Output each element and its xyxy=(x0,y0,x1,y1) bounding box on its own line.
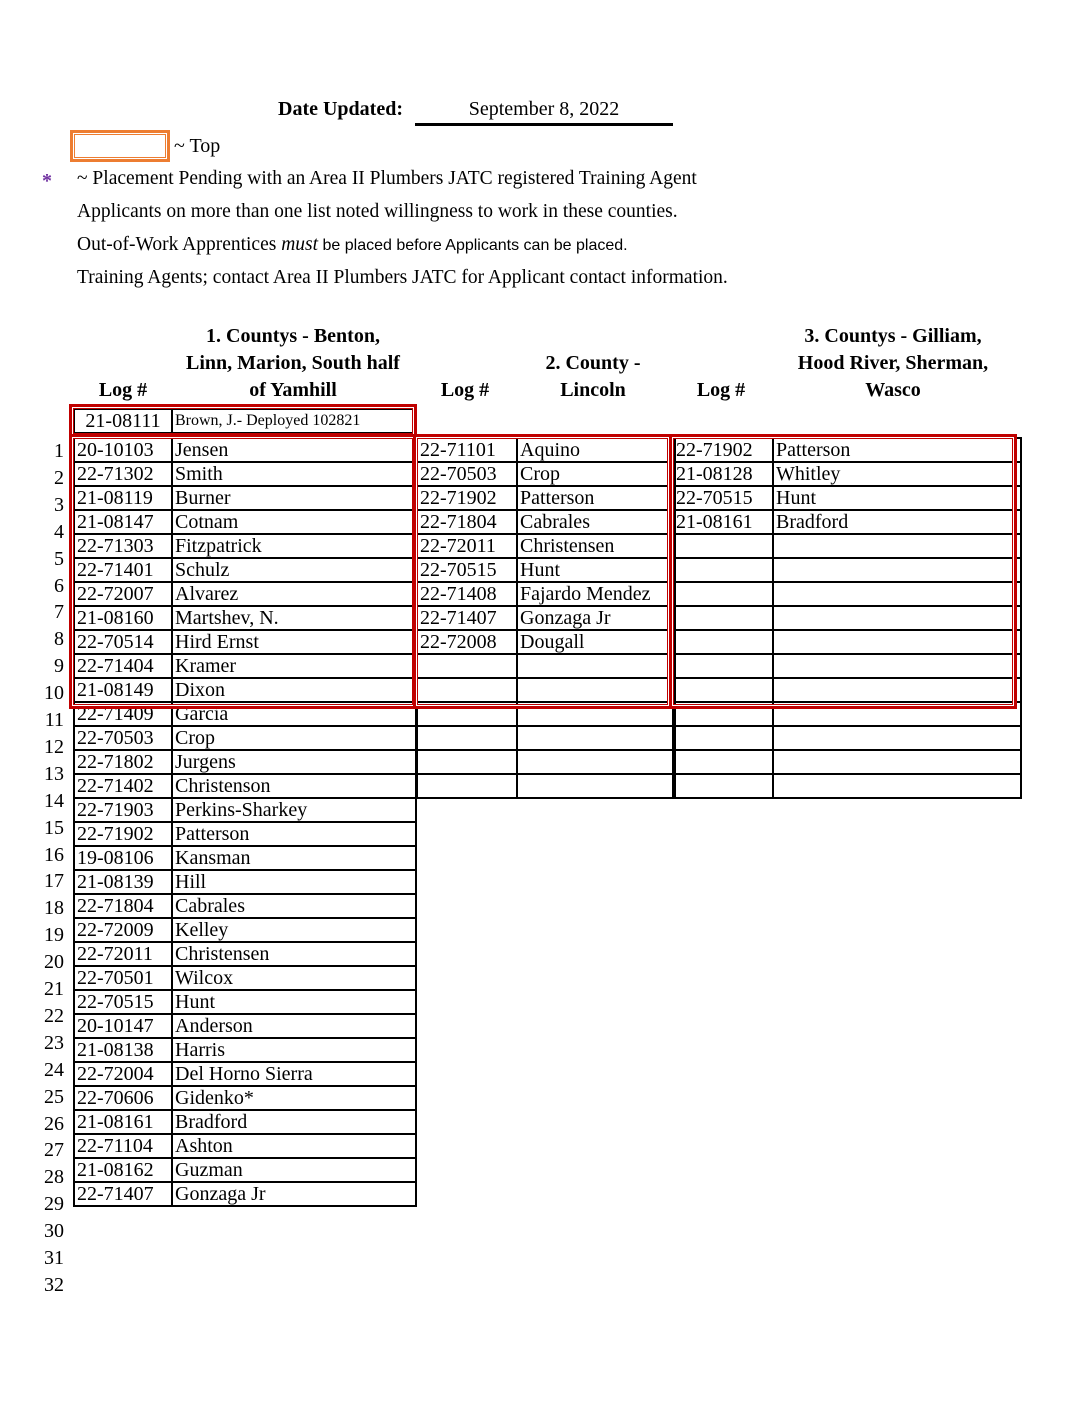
table-row xyxy=(673,438,1021,462)
row-number: 20 xyxy=(44,951,64,974)
table-row xyxy=(74,654,416,678)
list1-log-header: Log # xyxy=(98,379,148,401)
list3-title xyxy=(770,323,1016,404)
log-number: 21-08160 xyxy=(74,606,172,630)
log-number: 21-08149 xyxy=(74,678,172,702)
table-row xyxy=(417,486,675,510)
log-number: 22-70515 xyxy=(417,558,517,582)
log-number: 22-71302 xyxy=(74,462,172,486)
table-row xyxy=(74,750,416,774)
list3-title-line: 3. Countys - Gilliam, xyxy=(804,325,982,347)
log-number: 22-72008 xyxy=(417,630,517,654)
row-number: 21 xyxy=(44,978,64,1000)
log-number xyxy=(673,534,773,558)
log-number xyxy=(673,678,773,702)
log-number xyxy=(673,606,773,630)
table-row xyxy=(74,1182,416,1206)
applicant-name: Patterson xyxy=(773,438,1021,462)
table-row xyxy=(74,534,416,558)
list3-title-line: Hood River, Sherman, xyxy=(797,352,989,374)
list2-log-header: Log # xyxy=(440,379,490,401)
legend-star-label: ~ Placement Pending with an Area II Plumbers JATC registered Training Agent xyxy=(77,168,697,189)
applicant-name xyxy=(773,558,1021,582)
log-number xyxy=(417,654,517,678)
table-row xyxy=(74,870,416,894)
table-row xyxy=(74,1134,416,1158)
applicant-name xyxy=(517,774,675,798)
row-number: 23 xyxy=(44,1031,64,1054)
applicant-name: Schulz xyxy=(172,558,416,582)
log-number xyxy=(673,750,773,774)
applicant-name: Kelley xyxy=(172,918,416,942)
applicant-name: Hunt xyxy=(517,558,675,582)
log-number: 22-71402 xyxy=(74,774,172,798)
log-number: 22-71401 xyxy=(74,558,172,582)
table-row xyxy=(417,702,675,726)
log-number xyxy=(417,702,517,726)
log-number: 21-08161 xyxy=(673,510,773,534)
table-row xyxy=(673,558,1021,582)
table-row xyxy=(417,774,675,798)
applicant-name: Hird Ernst xyxy=(172,630,416,654)
table-row xyxy=(673,510,1021,534)
table-row xyxy=(74,606,416,630)
applicant-name xyxy=(517,726,675,750)
log-number xyxy=(673,702,773,726)
table-row xyxy=(417,438,675,462)
table-row xyxy=(417,630,675,654)
note-line-1: Applicants on more than one list noted willingness to work in these counties. xyxy=(77,201,678,222)
log-number: 21-08147 xyxy=(74,510,172,534)
log-number: 21-08128 xyxy=(673,462,773,486)
list1-title xyxy=(170,323,416,404)
applicant-name: Fajardo Mendez xyxy=(517,582,675,606)
log-number: 22-70514 xyxy=(74,630,172,654)
log-number: 22-72007 xyxy=(74,582,172,606)
list3-title-line: Wasco xyxy=(865,379,921,401)
row-number: 25 xyxy=(44,1085,64,1108)
applicant-name xyxy=(773,654,1021,678)
applicant-name: Del Horno Sierra xyxy=(172,1062,416,1086)
list1-title-line: 1. Countys - Benton, xyxy=(206,325,380,347)
table-row xyxy=(74,462,416,486)
table-row xyxy=(673,582,1021,606)
table-row xyxy=(673,534,1021,558)
log-number xyxy=(673,630,773,654)
deployed-log: 21-08111 xyxy=(74,409,172,433)
applicant-name: Christensen xyxy=(517,534,675,558)
table-row xyxy=(74,822,416,846)
table-row xyxy=(417,678,675,702)
log-number: 22-71902 xyxy=(417,486,517,510)
table-row xyxy=(417,462,675,486)
log-number xyxy=(417,726,517,750)
note-line-2-pre: Out-of-Work Apprentices xyxy=(77,234,282,255)
table-row xyxy=(417,606,675,630)
list3-log-header: Log # xyxy=(696,379,746,401)
row-number: 7 xyxy=(54,601,64,624)
row-number: 22 xyxy=(44,1004,64,1027)
applicant-name: Gidenko* xyxy=(172,1086,416,1110)
applicant-name xyxy=(517,750,675,774)
table-row xyxy=(74,438,416,462)
applicant-name: Wilcox xyxy=(172,966,416,990)
log-number xyxy=(417,678,517,702)
row-number: 1 xyxy=(54,440,64,462)
applicant-name: Patterson xyxy=(172,822,416,846)
applicant-name: Hunt xyxy=(172,990,416,1014)
applicant-name: Cabrales xyxy=(517,510,675,534)
applicant-name xyxy=(773,582,1021,606)
applicant-name xyxy=(773,726,1021,750)
log-number: 22-71902 xyxy=(673,438,773,462)
applicant-name: Gonzaga Jr xyxy=(172,1182,416,1206)
applicant-name: Bradford xyxy=(172,1110,416,1134)
row-number: 18 xyxy=(44,897,64,920)
list2-title-line: Lincoln xyxy=(560,379,626,401)
row-number: 4 xyxy=(54,520,64,543)
applicant-name xyxy=(773,606,1021,630)
row-number: 32 xyxy=(44,1273,64,1296)
applicant-name: Jurgens xyxy=(172,750,416,774)
log-number xyxy=(673,558,773,582)
table-row xyxy=(74,894,416,918)
log-number xyxy=(673,774,773,798)
row-number: 3 xyxy=(54,493,64,516)
row-number: 31 xyxy=(44,1247,64,1269)
list2-title-line: 2. County - xyxy=(545,352,641,374)
applicant-name: Garcia xyxy=(172,702,416,726)
log-number: 21-08119 xyxy=(74,486,172,510)
table-row xyxy=(673,726,1021,750)
applicant-name xyxy=(517,654,675,678)
row-number: 5 xyxy=(54,547,64,570)
log-number: 22-71902 xyxy=(74,822,172,846)
log-number: 22-71407 xyxy=(417,606,517,630)
table-row xyxy=(74,846,416,870)
log-number xyxy=(673,654,773,678)
applicant-name: Martshev, N. xyxy=(172,606,416,630)
log-number xyxy=(673,726,773,750)
log-number xyxy=(417,774,517,798)
applicant-name: Kansman xyxy=(172,846,416,870)
table-row xyxy=(417,750,675,774)
row-number: 29 xyxy=(44,1193,64,1216)
row-number: 17 xyxy=(44,870,64,893)
row-number: 11 xyxy=(44,709,64,731)
log-number: 22-71802 xyxy=(74,750,172,774)
note-line-2 xyxy=(77,234,628,256)
note-line-2-em: must xyxy=(281,234,319,255)
row-number: 16 xyxy=(44,843,64,866)
table-row xyxy=(673,486,1021,510)
applicant-name: Crop xyxy=(517,462,675,486)
applicant-name: Harris xyxy=(172,1038,416,1062)
row-number: 9 xyxy=(54,655,64,678)
log-number: 22-72011 xyxy=(74,942,172,966)
log-number: 22-70503 xyxy=(417,462,517,486)
applicant-name: Christensen xyxy=(172,942,416,966)
applicant-name: Anderson xyxy=(172,1014,416,1038)
table-row xyxy=(417,726,675,750)
table-row xyxy=(673,750,1021,774)
applicant-name: Whitley xyxy=(773,462,1021,486)
log-number: 22-71303 xyxy=(74,534,172,558)
applicant-name: Hill xyxy=(172,870,416,894)
applicant-name: Bradford xyxy=(773,510,1021,534)
table-row xyxy=(74,1110,416,1134)
table-row xyxy=(74,630,416,654)
row-number: 27 xyxy=(44,1139,64,1162)
table-row xyxy=(74,1062,416,1086)
log-number: 22-71408 xyxy=(417,582,517,606)
log-number: 22-71804 xyxy=(417,510,517,534)
applicant-name: Alvarez xyxy=(172,582,416,606)
log-number: 22-70503 xyxy=(74,726,172,750)
row-number: 14 xyxy=(44,789,64,812)
log-number: 22-70501 xyxy=(74,966,172,990)
log-number: 21-08161 xyxy=(74,1110,172,1134)
table-row xyxy=(417,582,675,606)
legend-top xyxy=(70,130,220,162)
applicant-name xyxy=(773,750,1021,774)
note-line-2-post: be placed before Applicants can be placed. xyxy=(318,237,628,254)
table-row xyxy=(74,510,416,534)
applicant-name: Christenson xyxy=(172,774,416,798)
table-row xyxy=(74,990,416,1014)
table-row xyxy=(417,510,675,534)
applicant-name: Gonzaga Jr xyxy=(517,606,675,630)
row-number: 8 xyxy=(54,628,64,651)
row-number: 15 xyxy=(44,816,64,839)
table-row xyxy=(673,462,1021,486)
row-number: 19 xyxy=(44,924,64,947)
table-row xyxy=(74,918,416,942)
table-row xyxy=(74,678,416,702)
table-row xyxy=(74,942,416,966)
row-number: 13 xyxy=(44,762,64,785)
log-number: 21-08138 xyxy=(74,1038,172,1062)
list3-table xyxy=(672,437,1022,799)
table-row xyxy=(74,1086,416,1110)
log-number: 21-08162 xyxy=(74,1158,172,1182)
log-number: 22-71101 xyxy=(417,438,517,462)
log-number: 22-70515 xyxy=(673,486,773,510)
row-number: 10 xyxy=(44,682,64,705)
top-color-swatch xyxy=(70,130,170,162)
table-row xyxy=(74,486,416,510)
log-number: 19-08106 xyxy=(74,846,172,870)
log-number: 22-72009 xyxy=(74,918,172,942)
log-number xyxy=(673,582,773,606)
table-row xyxy=(417,558,675,582)
log-number: 22-72004 xyxy=(74,1062,172,1086)
log-number xyxy=(417,750,517,774)
list1-title-line: Linn, Marion, South half xyxy=(186,352,400,374)
row-number: 6 xyxy=(54,574,64,597)
table-row xyxy=(417,534,675,558)
table-row xyxy=(74,726,416,750)
applicant-name xyxy=(517,702,675,726)
deployed-table xyxy=(73,408,417,434)
list2-title xyxy=(514,350,672,404)
applicant-name: Ashton xyxy=(172,1134,416,1158)
log-number: 22-71409 xyxy=(74,702,172,726)
applicant-name xyxy=(773,630,1021,654)
applicant-name: Kramer xyxy=(172,654,416,678)
table-row xyxy=(74,966,416,990)
log-number: 22-70606 xyxy=(74,1086,172,1110)
list2-table xyxy=(416,437,676,799)
table-row xyxy=(673,654,1021,678)
log-number: 22-71407 xyxy=(74,1182,172,1206)
log-number: 22-72011 xyxy=(417,534,517,558)
applicant-name xyxy=(773,534,1021,558)
date-updated xyxy=(278,98,620,121)
row-number: 30 xyxy=(44,1220,64,1243)
log-number: 20-10147 xyxy=(74,1014,172,1038)
applicant-name: Jensen xyxy=(172,438,416,462)
log-number: 21-08139 xyxy=(74,870,172,894)
table-row xyxy=(74,702,416,726)
applicant-name: Burner xyxy=(172,486,416,510)
applicant-name: Hunt xyxy=(773,486,1021,510)
log-number: 20-10103 xyxy=(74,438,172,462)
table-row xyxy=(74,582,416,606)
table-row xyxy=(74,1158,416,1182)
deployed-name: Brown, J.- Deployed 102821 xyxy=(172,409,416,433)
date-value: September 8, 2022 xyxy=(415,98,673,126)
note-line-3: Training Agents; contact Area II Plumbers JATC for Applicant contact information. xyxy=(77,267,728,288)
table-row xyxy=(417,654,675,678)
applicant-name: Perkins-Sharkey xyxy=(172,798,416,822)
row-number: 24 xyxy=(44,1058,64,1081)
applicant-name: Cabrales xyxy=(172,894,416,918)
row-number: 26 xyxy=(44,1112,64,1135)
applicant-name: Patterson xyxy=(517,486,675,510)
applicant-name: Crop xyxy=(172,726,416,750)
applicant-name xyxy=(773,678,1021,702)
list1-table xyxy=(73,437,417,1207)
applicant-name: Fitzpatrick xyxy=(172,534,416,558)
applicant-name: Dixon xyxy=(172,678,416,702)
date-label: Date Updated: xyxy=(278,98,403,120)
list1-title-line: of Yamhill xyxy=(249,379,337,401)
applicant-name xyxy=(773,774,1021,798)
deployed-row xyxy=(74,409,416,433)
table-row xyxy=(673,702,1021,726)
row-number: 28 xyxy=(44,1166,64,1189)
applicant-name: Cotnam xyxy=(172,510,416,534)
table-row xyxy=(74,558,416,582)
applicant-name: Smith xyxy=(172,462,416,486)
table-row xyxy=(74,774,416,798)
asterisk-icon: * xyxy=(42,170,52,192)
legend-top-label: ~ Top xyxy=(174,134,221,157)
table-row xyxy=(74,798,416,822)
table-row xyxy=(673,678,1021,702)
log-number: 22-71804 xyxy=(74,894,172,918)
applicant-name: Dougall xyxy=(517,630,675,654)
applicant-name xyxy=(773,702,1021,726)
row-number: 12 xyxy=(44,735,64,758)
applicant-name xyxy=(517,678,675,702)
table-row xyxy=(74,1014,416,1038)
table-row xyxy=(673,630,1021,654)
row-number: 2 xyxy=(54,466,64,489)
log-number: 22-71404 xyxy=(74,654,172,678)
table-row xyxy=(673,606,1021,630)
table-row xyxy=(74,1038,416,1062)
table-row xyxy=(673,774,1021,798)
log-number: 22-71903 xyxy=(74,798,172,822)
applicant-name: Aquino xyxy=(517,438,675,462)
log-number: 22-71104 xyxy=(74,1134,172,1158)
applicant-name: Guzman xyxy=(172,1158,416,1182)
log-number: 22-70515 xyxy=(74,990,172,1014)
